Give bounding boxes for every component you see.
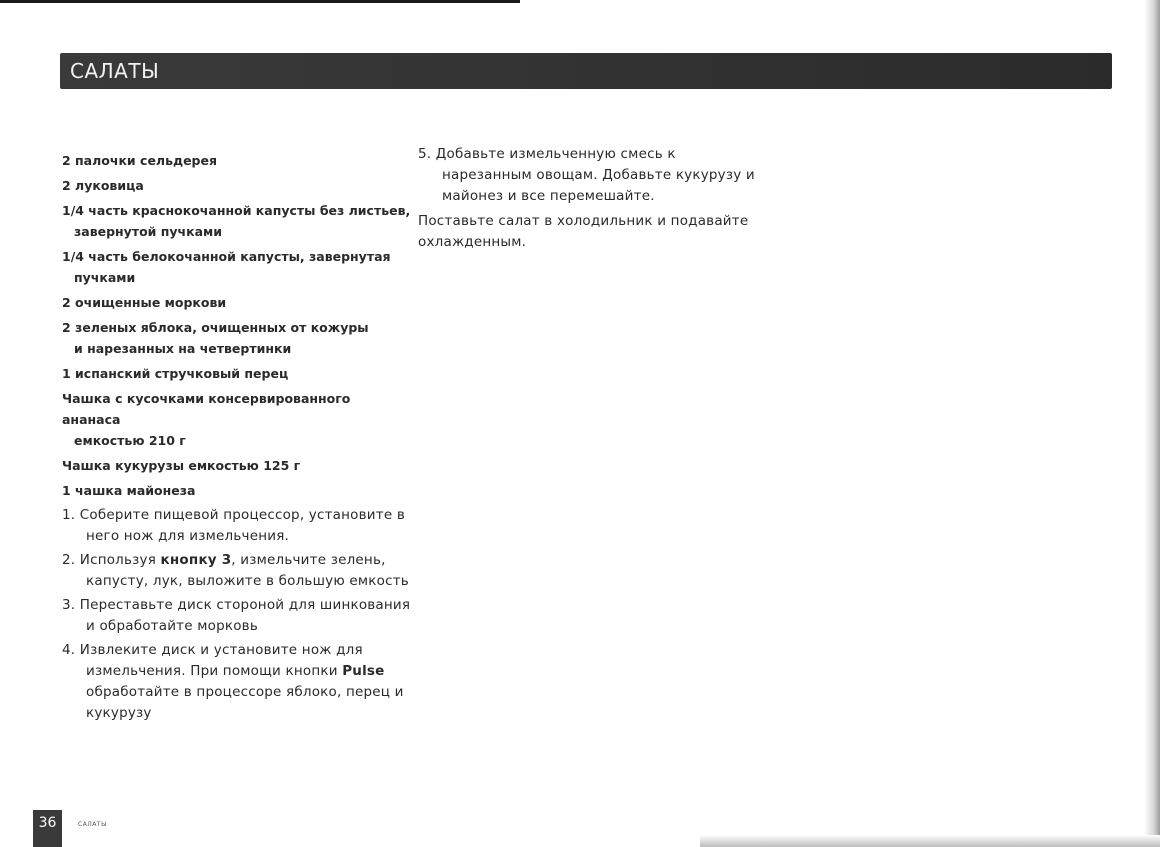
step-1: 1. Соберите пищевой процессор, установите в него нож для измельчения. — [62, 507, 405, 544]
section-title: САЛАТЫ — [70, 59, 160, 83]
ingredient-item: Чашка с кусочками консервированного ананаса емкостью 210 г — [62, 391, 351, 448]
section-header-bar — [60, 53, 1112, 89]
step-3: 3. Переставьте диск стороной для шинкования и обработайте морковь — [62, 597, 411, 634]
steps-list — [62, 505, 412, 724]
ingredient-item: 2 палочки сельдерея — [62, 153, 218, 168]
top-edge-line — [0, 0, 520, 3]
step-2: 2. Используя кнопку 3, измельчите зелень, капусту, лук, выложите в большую емкость — [62, 552, 409, 589]
bottom-edge-shadow — [700, 835, 1160, 847]
ingredient-item: 1/4 часть краснокочанной капусты без листьев, завернутой пучками — [62, 203, 411, 239]
serving-note: Поставьте салат в холодильник и подавайте охлажденным. — [418, 213, 749, 250]
footer-section-label: САЛАТЫ — [78, 821, 107, 828]
ingredient-item: 1 чашка майонеза — [62, 483, 196, 498]
ingredient-item: Чашка кукурузы емкостью 125 г — [62, 458, 301, 473]
page-edge-shadow — [1144, 0, 1160, 847]
ingredient-item: 2 луковица — [62, 178, 144, 193]
right-column — [418, 144, 758, 253]
ingredient-item: 1/4 часть белокочанной капусты, завернутая пучками — [62, 249, 391, 285]
ingredient-item: 2 очищенные моркови — [62, 295, 227, 310]
step-4: 4. Извлеките диск и установите нож для измельчения. При помощи кнопки Pulse обработайте в процессоре яблоко, перец и кукурузу — [62, 642, 404, 721]
page-number: 36 — [33, 810, 62, 847]
left-column — [62, 150, 412, 727]
ingredient-item: 1 испанский стручковый перец — [62, 366, 289, 381]
step-5: 5. Добавьте измельченную смесь к нарезанным овощам. Добавьте кукурузу и майонез и все перемешайте. — [418, 146, 755, 204]
ingredients-list — [62, 150, 412, 501]
ingredient-item: 2 зеленых яблока, очищенных от кожуры и нарезанных на четвертинки — [62, 320, 369, 356]
